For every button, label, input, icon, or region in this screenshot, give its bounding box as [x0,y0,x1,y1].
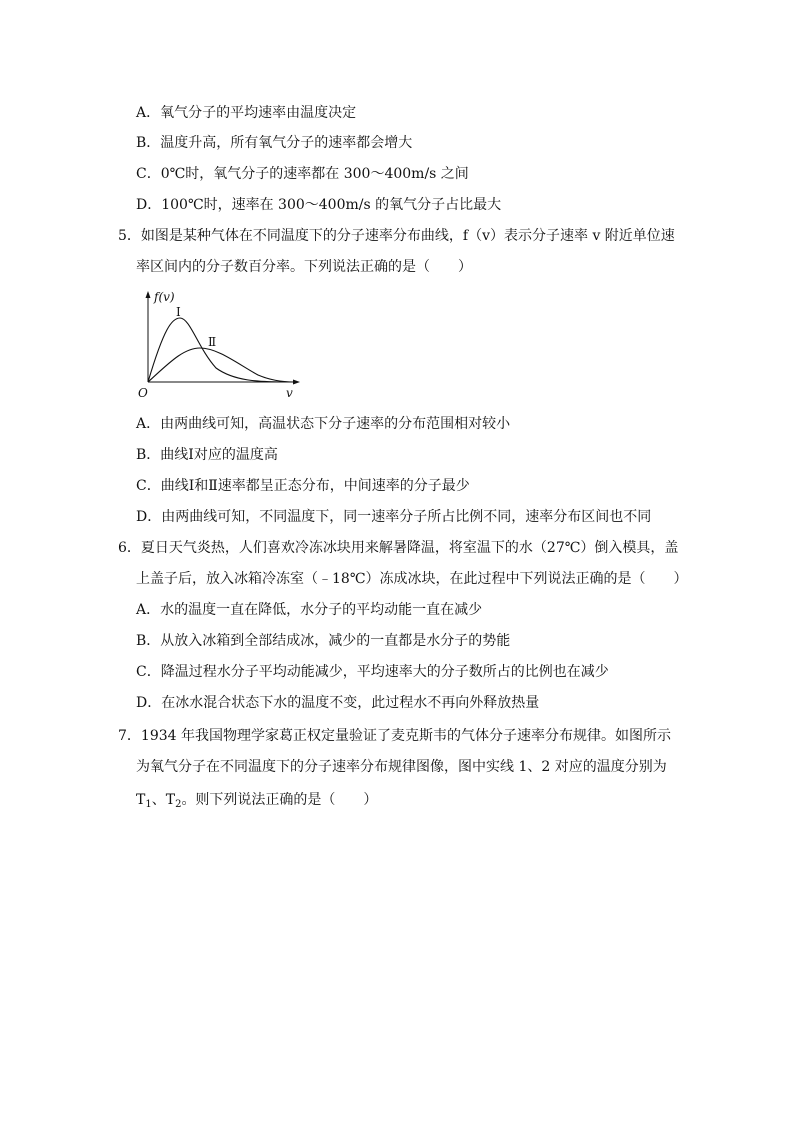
y-axis-arrow [146,291,151,298]
x-axis-arrow [293,380,300,385]
q5-option-c: C．曲线Ⅰ和Ⅱ速率都呈正态分布，中间速率的分子最少 [136,478,470,494]
speed-distribution-figure [138,288,308,404]
q4-option-d: D．100℃时，速率在 300～400m/s 的氧气分子占比最大 [136,197,502,213]
q7-stem-line3 [136,790,377,815]
q4-option-b: B．温度升高，所有氧气分子的速率都会增大 [136,135,413,151]
q6-stem-line2: 上盖子后，放入冰箱冷冻室（﹣18℃）冻成冰块，在此过程中下列说法正确的是（ ） [136,571,688,587]
separator: 、 [151,792,166,808]
curve-2-label: Ⅱ [208,335,217,349]
q4-option-c: C．0℃时，氧气分子的速率都在 300～400m/s 之间 [136,166,469,182]
origin-label: O [138,386,148,400]
q4-option-a: A．氧气分子的平均速率由温度决定 [136,105,357,121]
curve-2 [148,348,294,382]
q5-stem-line2: 率区间内的分子数百分率。下列说法正确的是（ ） [136,259,472,275]
t2-symbol: T [165,792,176,808]
q6-stem-line1: 6．夏日天气炎热，人们喜欢冷冻冰块用来解暑降温，将室温下的水（27℃）倒入模具，盖 [118,540,679,556]
y-axis-label: f(v) [154,290,175,304]
q5-option-d: D．由两曲线可知，不同温度下，同一速率分子所占比例不同，速率分布区间也不同 [136,509,652,525]
q7-stem-line3-tail: 。则下列说法正确的是（ ） [181,792,378,808]
t1-subscript: 1 [145,799,152,810]
q7-stem-line1: 7．1934 年我国物理学家葛正权定量验证了麦克斯韦的气体分子速率分布规律。如图所示 [118,728,671,744]
q6-option-d: D．在冰水混合状态下水的温度不变，此过程水不再向外释放热量 [136,695,540,711]
curve-1 [148,318,288,382]
q5-option-b: B．曲线Ⅰ对应的温度高 [136,447,278,463]
q7-stem-line2: 为氧气分子在不同温度下的分子速率分布规律图像，图中实线 1、2 对应的温度分别为 [136,759,667,775]
x-axis-label: v [286,386,293,400]
q5-stem-line1: 5．如图是某种气体在不同温度下的分子速率分布曲线，f（v）表示分子速率 v 附近单位速 [118,228,675,244]
curve-1-label: Ⅰ [176,305,181,319]
q5-option-a: A．由两曲线可知，高温状态下分子速率的分布范围相对较小 [136,416,511,432]
t2-subscript: 2 [175,799,182,810]
q6-option-a: A．水的温度一直在降低，水分子的平均动能一直在减少 [136,602,483,618]
t1-symbol: T [136,792,146,808]
q6-option-c: C．降温过程水分子平均动能减少，平均速率大的分子数所占的比例也在减少 [136,664,609,680]
q6-option-b: B．从放入冰箱到全部结成冰，减少的一直都是水分子的势能 [136,633,511,649]
